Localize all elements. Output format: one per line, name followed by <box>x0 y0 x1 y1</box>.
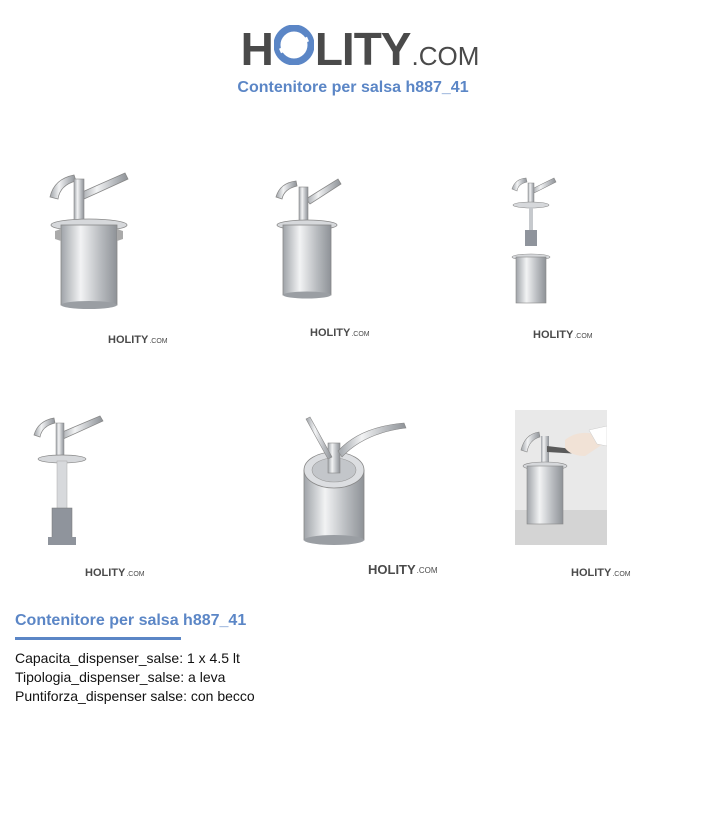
spec-type: Tipologia_dispenser_salse: a leva <box>15 669 226 685</box>
spec-list <box>15 649 255 706</box>
dispenser-in-use-photo <box>515 410 607 545</box>
dispenser-photo <box>510 175 580 310</box>
product-title: Contenitore per salsa h887_41 <box>15 612 247 629</box>
logo-o-icon <box>274 25 314 69</box>
logo-letter-h: H <box>240 23 273 75</box>
site-logo[interactable] <box>0 8 720 75</box>
watermark-logo: HOLITY .COM <box>108 334 168 346</box>
dispenser-photo <box>40 165 180 315</box>
watermark-logo: HOLITY .COM <box>368 562 438 577</box>
dispenser-photo <box>270 175 390 305</box>
dispenser-top-photo <box>300 415 415 545</box>
watermark-logo: HOLITY .COM <box>85 567 145 579</box>
logo-wordmark <box>240 23 480 75</box>
product-image-2[interactable] <box>270 175 390 340</box>
product-image-4[interactable] <box>25 413 155 583</box>
product-image-5[interactable] <box>300 415 440 580</box>
logo-letters: LITY <box>314 23 411 75</box>
pump-photo <box>30 413 120 548</box>
product-image-6[interactable] <box>515 410 631 583</box>
spec-capacity: Capacita_dispenser_salse: 1 x 4.5 lt <box>15 650 240 666</box>
product-image-1[interactable] <box>40 165 180 350</box>
spec-feature: Puntiforza_dispenser salse: con becco <box>15 688 255 704</box>
logo-domain: .COM <box>411 41 480 71</box>
watermark-logo: HOLITY .COM <box>571 567 631 579</box>
page-subtitle: Contenitore per salsa h887_41 <box>237 79 469 96</box>
watermark-logo: HOLITY .COM <box>533 329 593 341</box>
title-underline <box>15 637 181 640</box>
watermark-logo: HOLITY .COM <box>310 327 370 339</box>
product-image-3[interactable] <box>505 175 615 343</box>
